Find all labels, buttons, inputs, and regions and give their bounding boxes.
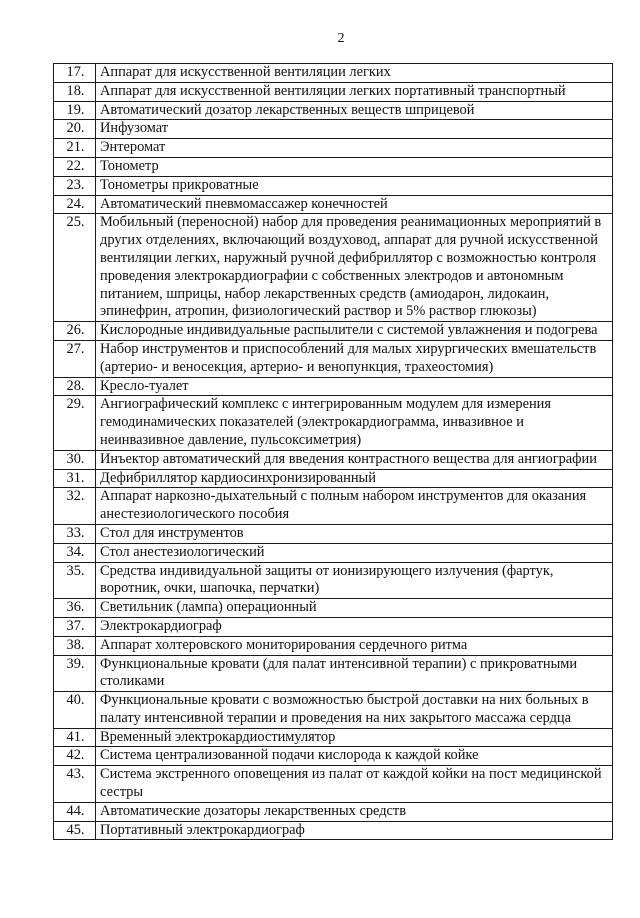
item-number: 28. [54, 377, 96, 396]
table-row [54, 377, 613, 396]
table-row [54, 692, 613, 729]
item-number: 37. [54, 617, 96, 636]
item-description: Инфузомат [96, 120, 613, 139]
table-row [54, 636, 613, 655]
item-description: Аппарат для искусственной вентиляции легких портативный транспортный [96, 82, 613, 101]
item-description: Тонометр [96, 157, 613, 176]
table-row [54, 214, 613, 322]
item-number: 32. [54, 488, 96, 525]
table-row [54, 821, 613, 840]
table-row [54, 195, 613, 214]
table-row [54, 655, 613, 692]
page-number: 2 [337, 31, 345, 46]
item-number: 23. [54, 176, 96, 195]
item-description: Стол для инструментов [96, 524, 613, 543]
item-number: 42. [54, 747, 96, 766]
item-number: 21. [54, 139, 96, 158]
item-description: Средства индивидуальной защиты от ионизирующего излучения (фартук, воротник, очки, шапочка, перчатки) [96, 562, 613, 599]
item-description: Система экстренного оповещения из палат от каждой койки на пост медицинской сестры [96, 766, 613, 803]
item-number: 34. [54, 543, 96, 562]
item-description: Тонометры прикроватные [96, 176, 613, 195]
table-row [54, 562, 613, 599]
item-description: Аппарат для искусственной вентиляции легких [96, 64, 613, 83]
item-description: Аппарат холтеровского мониторирования сердечного ритма [96, 636, 613, 655]
item-number: 40. [54, 692, 96, 729]
equipment-table [53, 63, 613, 840]
item-description: Кислородные индивидуальные распылители с системой увлажнения и подогрева [96, 322, 613, 341]
table-row [54, 120, 613, 139]
item-number: 25. [54, 214, 96, 322]
item-description: Система централизованной подачи кислорода к каждой койке [96, 747, 613, 766]
item-number: 27. [54, 340, 96, 377]
item-description: Функциональные кровати (для палат интенсивной терапии) с прикроватными столиками [96, 655, 613, 692]
item-description: Дефибриллятор кардиосинхронизированный [96, 469, 613, 488]
item-number: 43. [54, 766, 96, 803]
table-row [54, 488, 613, 525]
table-row [54, 340, 613, 377]
table-row [54, 599, 613, 618]
item-description: Ангиографический комплекс с интегрированным модулем для измерения гемодинамических показателей (электрокардиограмма, инвазивное и неинвазивное давление, пульсоксиметрия) [96, 396, 613, 450]
item-description: Автоматические дозаторы лекарственных средств [96, 802, 613, 821]
item-number: 30. [54, 450, 96, 469]
table-row [54, 101, 613, 120]
item-description: Временный электрокардиостимулятор [96, 728, 613, 747]
item-number: 18. [54, 82, 96, 101]
table-row [54, 176, 613, 195]
table-row [54, 322, 613, 341]
table-row [54, 396, 613, 450]
item-number: 31. [54, 469, 96, 488]
item-description: Стол анестезиологический [96, 543, 613, 562]
table-row [54, 469, 613, 488]
item-description: Мобильный (переносной) набор для проведения реанимационных мероприятий в других отделениях, включающий воздуховод, аппарат для ручной искусственной вентиляции легких, наружный ручной дефибриллятор с возможностью контроля проведения электрокардиографии с собственных электродов и автономным питанием, шприцы, набор лекарственных средств (амиодарон, лидокаин, эпинефрин, атропин, физиологический раствор и 5% раствор глюкозы) [96, 214, 613, 322]
table-row [54, 747, 613, 766]
table-row [54, 802, 613, 821]
item-description: Автоматический пневмомассажер конечностей [96, 195, 613, 214]
item-description: Функциональные кровати с возможностью быстрой доставки на них больных в палату интенсивной терапии и проведения на них закрытого массажа сердца [96, 692, 613, 729]
table-row [54, 617, 613, 636]
item-number: 33. [54, 524, 96, 543]
item-number: 39. [54, 655, 96, 692]
item-number: 17. [54, 64, 96, 83]
equipment-table-body [54, 64, 613, 840]
item-description: Автоматический дозатор лекарственных веществ шприцевой [96, 101, 613, 120]
item-description: Портативный электрокардиограф [96, 821, 613, 840]
item-number: 26. [54, 322, 96, 341]
item-number: 19. [54, 101, 96, 120]
item-number: 22. [54, 157, 96, 176]
item-number: 36. [54, 599, 96, 618]
item-number: 29. [54, 396, 96, 450]
item-description: Кресло-туалет [96, 377, 613, 396]
table-row [54, 450, 613, 469]
item-description: Аппарат наркозно-дыхательный с полным набором инструментов для оказания анестезиологического пособия [96, 488, 613, 525]
table-row [54, 82, 613, 101]
item-number: 35. [54, 562, 96, 599]
item-number: 41. [54, 728, 96, 747]
table-row [54, 139, 613, 158]
item-number: 44. [54, 802, 96, 821]
item-description: Набор инструментов и приспособлений для малых хирургических вмешательств (артерио- и веносекция, артерио- и венопункция, трахеостомия) [96, 340, 613, 377]
item-description: Электрокардиограф [96, 617, 613, 636]
item-description: Светильник (лампа) операционный [96, 599, 613, 618]
item-description: Энтеромат [96, 139, 613, 158]
table-row [54, 728, 613, 747]
table-row [54, 543, 613, 562]
item-number: 38. [54, 636, 96, 655]
table-row [54, 64, 613, 83]
item-number: 45. [54, 821, 96, 840]
item-number: 24. [54, 195, 96, 214]
table-row [54, 157, 613, 176]
item-description: Инъектор автоматический для введения контрастного вещества для ангиографии [96, 450, 613, 469]
item-number: 20. [54, 120, 96, 139]
table-row [54, 524, 613, 543]
table-row [54, 766, 613, 803]
